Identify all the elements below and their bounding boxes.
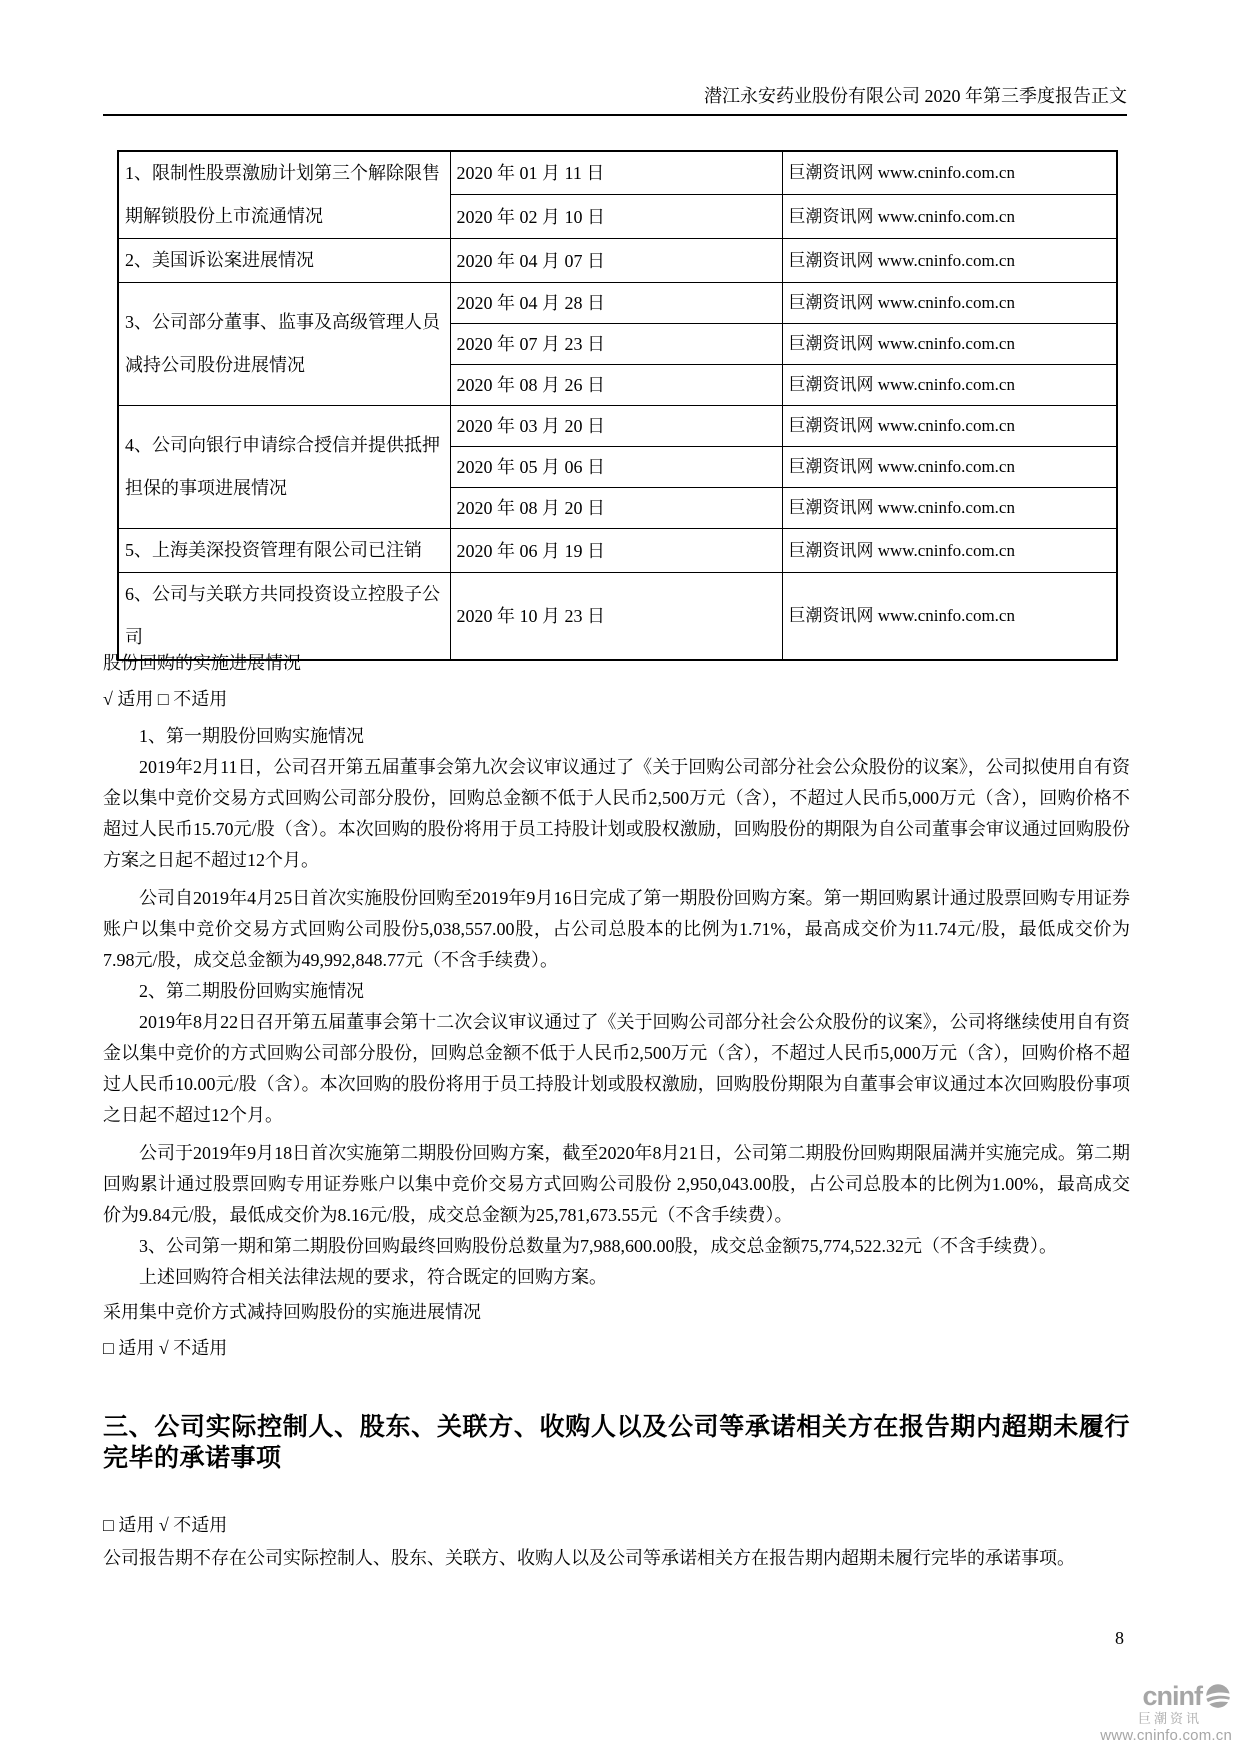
disclosure-site-cell: 巨潮资讯网 www.cninfo.com.cn xyxy=(782,447,1117,488)
table-row xyxy=(118,283,1117,324)
disclosure-site-cell: 巨潮资讯网 www.cninfo.com.cn xyxy=(782,151,1117,195)
buyback-paragraph-1: 2019年2月11日，公司召开第五届董事会第九次会议审议通过了《关于回购公司部分社会公众股份的议案》，公司拟使用自有资金以集中竞价交易方式回购公司部分股份，回购总金额不低于人民币2,500万元（含），不超过人民币5,000万元（含），回购价格不超过人民币15.70元/股（含）。本次回购的股份将用于员工持股计划或股权激励，回购股份的期限为自公司董事会审议通过回购股份方案之日起不超过12个月。 xyxy=(103,757,1130,870)
buyback-section-label: 股份回购的实施进展情况 xyxy=(103,653,301,673)
buyback-paragraph-3: 2019年8月22日召开第五届董事会第十二次会议审议通过了《关于回购公司部分社会公众股份的议案》，公司将继续使用自有资金以集中竞价的方式回购公司部分股份，回购总金额不低于人民币2,500万元（含），不超过人民币5,000万元（含），回购价格不超过人民币10.00元/股（含）。本次回购的股份将用于员工持股计划或股权激励，回购股份期限为自董事会审议通过本次回购股份事项之日起不超过12个月。 xyxy=(103,1012,1130,1125)
event-label: 6、公司与关联方共同投资设立控股子公司 xyxy=(118,573,450,661)
cninfo-logo-row xyxy=(1002,1682,1232,1710)
buyback-phase2-title: 2、第二期股份回购实施情况 xyxy=(139,981,364,1001)
page-header xyxy=(103,84,1127,116)
page-number: 8 xyxy=(1115,1628,1124,1648)
cninfo-logo xyxy=(1002,1682,1232,1743)
buyback-applicable-line: √ 适用 □ 不适用 xyxy=(103,689,228,709)
reduction-section-label: 采用集中竞价方式减持回购股份的实施进展情况 xyxy=(103,1302,481,1322)
disclosure-site-cell: 巨潮资讯网 www.cninfo.com.cn xyxy=(782,324,1117,365)
event-label: 1、限制性股票激励计划第三个解除限售期解锁股份上市流通情况 xyxy=(118,151,450,239)
buyback-paragraph-6: 上述回购符合相关法律法规的要求，符合既定的回购方案。 xyxy=(139,1267,607,1287)
table-row xyxy=(118,151,1117,195)
table-row xyxy=(118,406,1117,447)
disclosure-site-cell: 巨潮资讯网 www.cninfo.com.cn xyxy=(782,239,1117,283)
cninfo-logo-subtext: 巨潮资讯 xyxy=(1137,1711,1202,1726)
date-cell: 2020 年 08 月 20 日 xyxy=(450,488,782,529)
report-title: 潜江永安药业股份有限公司 2020 年第三季度报告正文 xyxy=(704,86,1127,106)
disclosure-site-cell: 巨潮资讯网 www.cninfo.com.cn xyxy=(782,283,1117,324)
buyback-phase1-title: 1、第一期股份回购实施情况 xyxy=(139,726,364,746)
event-label: 2、美国诉讼案进展情况 xyxy=(118,239,450,283)
date-cell: 2020 年 07 月 23 日 xyxy=(450,324,782,365)
commitments-applicable-line: □ 适用 √ 不适用 xyxy=(103,1515,228,1535)
disclosure-site-cell: 巨潮资讯网 www.cninfo.com.cn xyxy=(782,406,1117,447)
date-cell: 2020 年 02 月 10 日 xyxy=(450,195,782,239)
buyback-section xyxy=(103,648,1130,1370)
date-cell: 2020 年 04 月 07 日 xyxy=(450,239,782,283)
date-cell: 2020 年 01 月 11 日 xyxy=(450,151,782,195)
date-cell: 2020 年 08 月 26 日 xyxy=(450,365,782,406)
event-label: 4、公司向银行申请综合授信并提供抵押担保的事项进展情况 xyxy=(118,406,450,529)
disclosure-site-cell: 巨潮资讯网 www.cninfo.com.cn xyxy=(782,488,1117,529)
section-heading: 三、公司实际控制人、股东、关联方、收购人以及公司等承诺相关方在报告期内超期未履行完毕的承诺事项 xyxy=(103,1413,1130,1472)
cninfo-logo-url: www.cninfo.com.cn xyxy=(1100,1727,1232,1744)
date-cell: 2020 年 10 月 23 日 xyxy=(450,573,782,661)
date-cell: 2020 年 04 月 28 日 xyxy=(450,283,782,324)
buyback-paragraph-5: 3、公司第一期和第二期股份回购最终回购股份总数量为7,988,600.00股，成交总金额75,774,522.32元（不含手续费）。 xyxy=(139,1236,1057,1256)
buyback-paragraph-2: 公司自2019年4月25日首次实施股份回购至2019年9月16日完成了第一期股份回购方案。第一期回购累计通过股票回购专用证券账户以集中竞价交易方式回购公司股份5,038,557.00股，占公司总股本的比例为1.71%，最高成交价为11.74元/股，最低成交价为7.98元/股，成交总金额为49,992,848.77元（不含手续费）。 xyxy=(103,888,1130,970)
cninfo-globe-icon xyxy=(1204,1682,1232,1710)
date-cell: 2020 年 03 月 20 日 xyxy=(450,406,782,447)
disclosure-table xyxy=(117,150,1118,661)
disclosure-site-cell: 巨潮资讯网 www.cninfo.com.cn xyxy=(782,195,1117,239)
event-label: 5、上海美深投资管理有限公司已注销 xyxy=(118,529,450,573)
date-cell: 2020 年 06 月 19 日 xyxy=(450,529,782,573)
commitments-section xyxy=(103,1412,1130,1574)
table-row xyxy=(118,529,1117,573)
event-label: 3、公司部分董事、监事及高级管理人员减持公司股份进展情况 xyxy=(118,283,450,406)
date-cell: 2020 年 05 月 06 日 xyxy=(450,447,782,488)
cninfo-logo-text: cninf xyxy=(1142,1680,1202,1711)
reduction-applicable-line: □ 适用 √ 不适用 xyxy=(103,1338,228,1358)
buyback-paragraph-4: 公司于2019年9月18日首次实施第二期股份回购方案，截至2020年8月21日，公司第二期股份回购期限届满并实施完成。第二期回购累计通过股票回购专用证券账户以集中竞价交易方式回购公司股份 2,950,043.00股，占公司总股本的比例为1.00%，最高成交价为9.84元/股，最低成交价为8.16元/股，成交总金额为25,781,673.55元（不含手续费）。 xyxy=(103,1143,1130,1225)
disclosure-site-cell: 巨潮资讯网 www.cninfo.com.cn xyxy=(782,573,1117,661)
disclosure-site-cell: 巨潮资讯网 www.cninfo.com.cn xyxy=(782,365,1117,406)
commitments-body-text: 公司报告期不存在公司实际控制人、股东、关联方、收购人以及公司等承诺相关方在报告期内超期未履行完毕的承诺事项。 xyxy=(103,1548,1075,1568)
table-row xyxy=(118,573,1117,661)
table-row xyxy=(118,239,1117,283)
disclosure-site-cell: 巨潮资讯网 www.cninfo.com.cn xyxy=(782,529,1117,573)
